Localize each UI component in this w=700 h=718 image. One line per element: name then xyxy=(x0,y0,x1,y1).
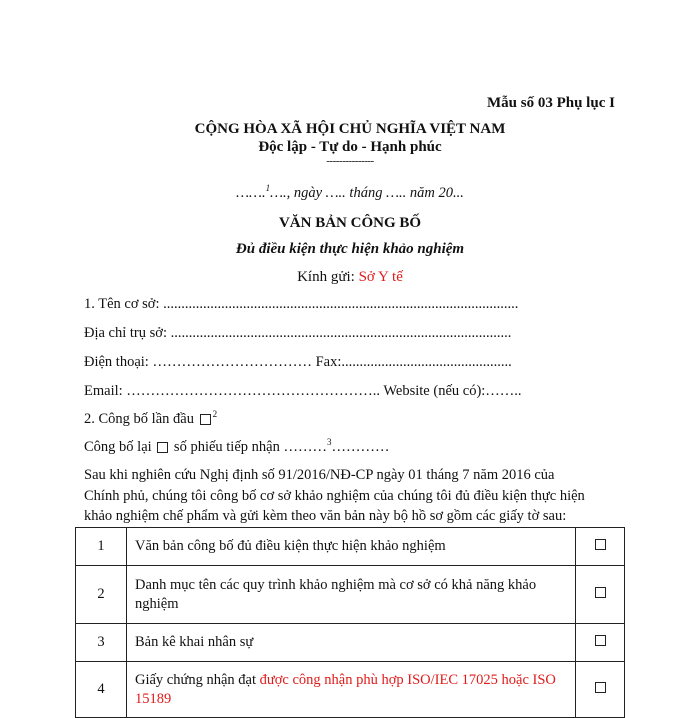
date-line: …….$^1$…., ngày ….. tháng ….. năm 20... xyxy=(236,183,464,201)
row-text-highlight: được công nhận phù hợp ISO/IEC 17025 hoặc ISO 15189 xyxy=(135,671,556,707)
recipient-name: Sở Y tế xyxy=(358,269,403,285)
motto: Độc lập - Tự do - Hạnh phúc xyxy=(258,139,442,155)
checkbox-icon[interactable] xyxy=(595,539,606,550)
checkbox-icon[interactable] xyxy=(595,635,606,646)
row-text: Bản kê khai nhân sự xyxy=(127,624,576,662)
row-checkbox[interactable] xyxy=(576,566,625,624)
table-row xyxy=(76,624,625,662)
row-number: 1 xyxy=(76,528,127,566)
footnote-1: 1 xyxy=(265,183,271,194)
row-checkbox[interactable] xyxy=(576,528,625,566)
recipient-line xyxy=(0,269,700,286)
checkbox-icon[interactable] xyxy=(595,682,606,693)
row-checkbox[interactable] xyxy=(576,624,625,662)
nation-header: CỘNG HÒA XÃ HỘI CHỦ NGHĨA VIỆT NAM xyxy=(194,121,506,137)
row-number: 4 xyxy=(76,662,127,718)
table-row xyxy=(76,566,625,624)
table-row xyxy=(76,662,625,718)
row-text: Văn bản công bố đủ điều kiện thực hiện khảo nghiệm xyxy=(127,528,576,566)
row-text: Danh mục tên các quy trình khảo nghiệm mà cơ sở có khả năng khảo nghiệm xyxy=(127,566,576,624)
footnote-2: 2 xyxy=(212,409,218,420)
document-subtitle: Đủ điều kiện thực hiện khảo nghiệm xyxy=(235,241,465,257)
motto-rule: --------------- xyxy=(326,155,374,167)
row-text: Giấy chứng nhận đạt được công nhận phù hợp ISO/IEC 17025 hoặc ISO 15189 xyxy=(127,662,576,718)
intro-line: Chính phủ, chúng tôi công bố cơ sở khảo nghiệm của chúng tôi đủ điều kiện thực hiện xyxy=(84,487,585,504)
redeclaration-checkbox-icon[interactable] xyxy=(157,442,168,453)
intro-line: Sau khi nghiên cứu Nghị định số 91/2016/NĐ-CP ngày 01 tháng 7 năm 2016 của xyxy=(84,467,555,483)
email-website-field: Email: …………………………………………….. Website (nếu có):…….. xyxy=(84,383,522,399)
form-code: Mẫu số 03 Phụ lục I xyxy=(487,95,615,111)
footnote-3: 3 xyxy=(326,437,332,448)
intro-paragraph xyxy=(84,465,585,527)
intro-line: khảo nghiệm chế phẩm và gửi kèm theo văn bản này bộ hồ sơ gồm các giấy tờ sau: xyxy=(84,508,567,524)
table-row xyxy=(76,528,625,566)
facility-name-field: 1. Tên cơ sở: .................................................................................................. xyxy=(84,296,519,312)
checkbox-icon[interactable] xyxy=(595,587,606,598)
row-number: 3 xyxy=(76,624,127,662)
row-number: 2 xyxy=(76,566,127,624)
documents-table xyxy=(75,527,625,718)
document-title: VĂN BẢN CÔNG BỐ xyxy=(278,215,422,231)
recipient-label: Kính gửi: xyxy=(297,269,359,285)
row-checkbox[interactable] xyxy=(576,662,625,718)
first-declaration: 2. Công bố lần đầu $^2$ xyxy=(84,409,218,427)
address-field: Địa chỉ trụ sở: .............................................................................................. xyxy=(84,325,512,341)
first-declaration-checkbox-icon[interactable] xyxy=(200,414,211,425)
redeclaration: Công bố lại số phiếu tiếp nhận ………$^3$………… xyxy=(84,437,390,455)
phone-fax-field: Điện thoại: …………………………… Fax:............................................... xyxy=(84,354,512,370)
